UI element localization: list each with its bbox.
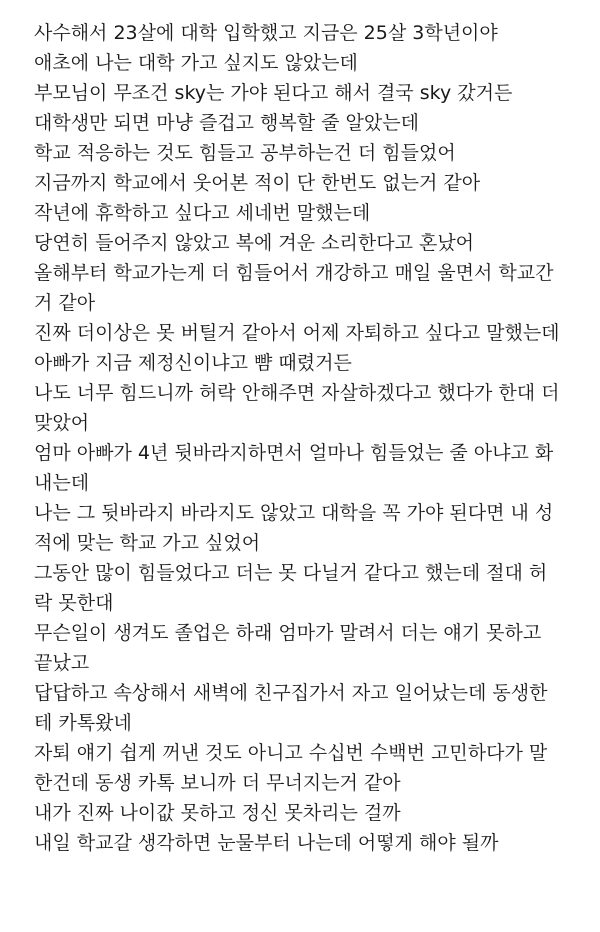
post-line: 아빠가 지금 제정신이냐고 뺨 때렸거든: [34, 352, 352, 374]
post-line: 거 같아: [34, 292, 96, 314]
post-line: 끝났고: [34, 652, 90, 674]
post-line: 한건데 동생 카톡 보니까 더 무너지는거 같아: [34, 772, 401, 794]
post-line: 내는데: [34, 472, 90, 494]
post-line: 락 못한대: [34, 592, 114, 614]
post-line: 내가 진짜 나이값 못하고 정신 못차리는 걸까: [34, 802, 401, 824]
post-line: 부모님이 무조건 sky는 가야 된다고 해서 결국 sky 갔거든: [34, 82, 513, 104]
post-line: 대학생만 되면 마냥 즐겁고 행복할 줄 알았는데: [34, 112, 419, 134]
post-line: 애초에 나는 대학 가고 싶지도 않았는데: [34, 52, 358, 74]
post-line: 내일 학교갈 생각하면 눈물부터 나는데 어떻게 해야 될까: [34, 832, 499, 854]
post-body: [34, 18, 590, 858]
post-line: 무슨일이 생겨도 졸업은 하래 엄마가 말려서 더는 얘기 못하고: [34, 622, 542, 644]
post-line: 자퇴 얘기 쉽게 꺼낸 것도 아니고 수십번 수백번 고민하다가 말: [34, 742, 548, 764]
post-line: 나는 그 뒷바라지 바라지도 않았고 대학을 꼭 가야 된다면 내 성: [34, 502, 554, 524]
post-line: 진짜 더이상은 못 버틸거 같아서 어제 자퇴하고 싶다고 말했는데: [34, 322, 560, 344]
post-line: 사수해서 23살에 대학 입학했고 지금은 25살 3학년이야: [34, 22, 498, 44]
post-line: 엄마 아빠가 4년 뒷바라지하면서 얼마나 힘들었는 줄 아냐고 화: [34, 442, 554, 464]
post-line: 당연히 들어주지 않았고 복에 겨운 소리한다고 혼났어: [34, 232, 475, 254]
post-line: 작년에 휴학하고 싶다고 세네번 말했는데: [34, 202, 371, 224]
post-line: 테 카톡왔네: [34, 712, 132, 734]
post-line: 학교 적응하는 것도 힘들고 공부하는건 더 힘들었어: [34, 142, 456, 164]
post-line: 나도 너무 힘드니까 허락 안해주면 자살하겠다고 했다가 한대 더: [34, 382, 560, 404]
post-line: 지금까지 학교에서 웃어본 적이 단 한번도 없는거 같아: [34, 172, 481, 194]
post-line: 맞았어: [34, 412, 90, 434]
post-line: 적에 맞는 학교 가고 싶었어: [34, 532, 261, 554]
post-line: 그동안 많이 힘들었다고 더는 못 다닐거 같다고 했는데 절대 허: [34, 562, 548, 584]
post-line: 답답하고 속상해서 새벽에 친구집가서 자고 일어났는데 동생한: [34, 682, 548, 704]
post-line: 올해부터 학교가는게 더 힘들어서 개강하고 매일 울면서 학교간: [34, 262, 554, 284]
